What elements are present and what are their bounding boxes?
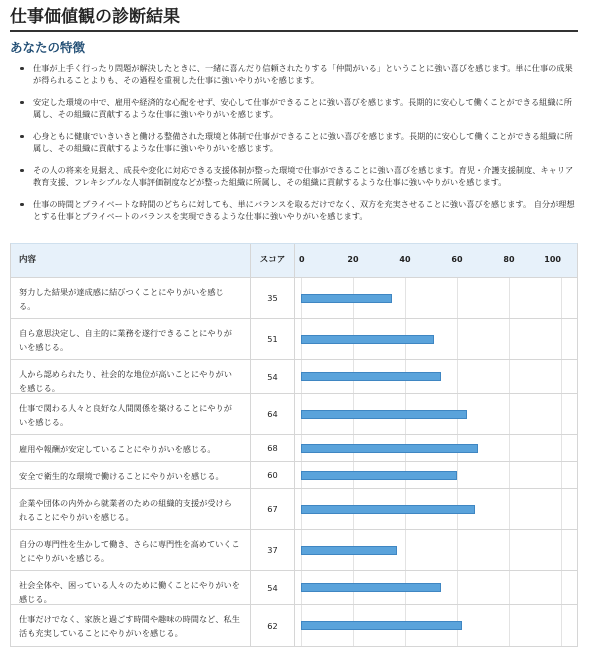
score-bar — [301, 546, 397, 555]
score-bar — [301, 410, 467, 419]
item-description: 人から認められたり、社会的な地位が高いことにやりがいを感じる。 — [19, 369, 232, 393]
gridline — [457, 462, 458, 488]
characteristic-item: 安定した環境の中で、雇用や経済的な心配をせず、安心して仕事ができることに強い喜びを感じます。長期的に安心して働くことができる組織に所属し、その組織に貢献するような仕事に強いやりがいを感じます。 — [20, 96, 578, 120]
x-tick-label: 80 — [503, 255, 515, 264]
characteristics-list — [20, 62, 578, 232]
gridline — [509, 278, 510, 318]
gridline — [457, 319, 458, 359]
item-description: 社会全体や、困っている人々のために働くことにやりがいを感じる。 — [19, 580, 240, 604]
gridline — [509, 394, 510, 434]
item-description: 自ら意思決定し、自主的に業務を遂行できることにやりがいを感じる。 — [19, 328, 232, 352]
characteristic-item: 仕事の時間とプライベートな時間のどちらに対しても、単にバランスを取るだけでなく、双方を充実させることに強い喜びを感じます。 自分が理想とする仕事とプライベートのバランスを実現できるような仕事に強いやりがいを感じます。 — [20, 198, 578, 222]
gridline — [561, 530, 562, 570]
gridline — [509, 462, 510, 488]
gridline — [561, 278, 562, 318]
gridline — [405, 530, 406, 570]
item-score: 54 — [250, 571, 295, 604]
gridline — [457, 571, 458, 604]
x-tick-label: 20 — [347, 255, 359, 264]
bar-cell — [295, 530, 577, 570]
gridline — [561, 462, 562, 488]
chart-axis — [295, 244, 577, 277]
header-content: 内容 — [19, 255, 37, 265]
score-bar — [301, 294, 392, 303]
item-description: 企業や団体の内外から就業者のための組織的支援が受けられることにやりがいを感じる。 — [19, 498, 232, 522]
x-tick-label: 40 — [399, 255, 411, 264]
gridline — [561, 489, 562, 529]
section-heading: あなたの特徴 — [10, 40, 86, 55]
score-bar — [301, 583, 441, 592]
item-description: 仕事だけでなく、家族と過ごす時間や趣味の時間など、私生活も充実していることにやりがいを感じる。 — [19, 614, 240, 638]
gridline — [509, 360, 510, 393]
gridline — [457, 360, 458, 393]
gridline — [561, 319, 562, 359]
table-row — [11, 360, 577, 394]
table-header — [11, 244, 577, 278]
item-description: 自分の専門性を生かして働き、さらに専門性を高めていくことにやりがいを感じる。 — [19, 539, 240, 563]
table-row — [11, 435, 577, 462]
gridline — [509, 435, 510, 461]
table-row — [11, 319, 577, 360]
gridline — [509, 489, 510, 529]
gridline — [509, 571, 510, 604]
item-score: 62 — [250, 605, 295, 646]
gridline — [561, 571, 562, 604]
gridline — [509, 605, 510, 646]
table-row — [11, 530, 577, 571]
item-score: 35 — [250, 278, 295, 318]
table-row — [11, 489, 577, 530]
bar-cell — [295, 278, 577, 318]
item-description: 仕事で関わる人々と良好な人間関係を築けることにやりがいを感じる。 — [19, 403, 232, 427]
bar-cell — [295, 571, 577, 604]
gridline — [457, 530, 458, 570]
score-bar — [301, 505, 475, 514]
gridline — [457, 278, 458, 318]
item-score: 60 — [250, 462, 295, 488]
score-bar — [301, 444, 478, 453]
characteristic-item: 仕事が上手く行ったり問題が解決したときに、一緒に喜んだり信頼されたりする「仲間がいる」ということに強い喜びを感じます。単に仕事の成果が得られることよりも、その過程を重視した仕事に強いやりがいを感じます。 — [20, 62, 578, 86]
item-score: 64 — [250, 394, 295, 434]
bar-cell — [295, 360, 577, 393]
table-body — [11, 278, 577, 646]
table-row — [11, 605, 577, 646]
table-row — [11, 462, 577, 489]
score-table — [10, 243, 578, 647]
score-bar — [301, 471, 457, 480]
gridline — [509, 319, 510, 359]
bar-cell — [295, 489, 577, 529]
characteristic-item: その人の将来を見据え、成長や変化に対応できる支援体制が整った環境で仕事ができることに強い喜びを感じます。育児・介護支援制度、キャリア教育支援、フレキシブルな人事評価制度などが整った組織に所属し、その組織に貢献するような仕事に強いやりがいを感じます。 — [20, 164, 578, 188]
item-score: 67 — [250, 489, 295, 529]
item-score: 37 — [250, 530, 295, 570]
table-row — [11, 278, 577, 319]
bar-cell — [295, 435, 577, 461]
bar-cell — [295, 605, 577, 646]
gridline — [561, 435, 562, 461]
page-title: 仕事価値観の診断結果 — [10, 4, 578, 32]
table-row — [11, 394, 577, 435]
score-bar — [301, 335, 434, 344]
bar-cell — [295, 462, 577, 488]
item-score: 68 — [250, 435, 295, 461]
score-bar — [301, 372, 441, 381]
x-tick-label: 0 — [299, 255, 305, 264]
gridline — [561, 360, 562, 393]
gridline — [509, 530, 510, 570]
gridline — [561, 605, 562, 646]
item-description: 雇用や報酬が安定していることにやりがいを感じる。 — [19, 444, 216, 454]
header-score: スコア — [250, 244, 295, 277]
gridline — [561, 394, 562, 434]
table-row — [11, 571, 577, 605]
bar-cell — [295, 319, 577, 359]
item-description: 安全で衛生的な環境で働けることにやりがいを感じる。 — [19, 471, 224, 481]
item-score: 51 — [250, 319, 295, 359]
x-tick-label: 60 — [451, 255, 463, 264]
item-description: 努力した結果が達成感に結びつくことにやりがいを感じる。 — [19, 287, 224, 311]
bar-cell — [295, 394, 577, 434]
gridline — [405, 278, 406, 318]
x-tick-label: 100 — [544, 255, 561, 264]
characteristic-item: 心身ともに健康でいきいきと働ける整備された環境と体制で仕事ができることに強い喜びを感じます。長期的に安心して働くことができる組織に所属し、その組織に貢献するような仕事に強いやりがいを感じます。 — [20, 130, 578, 154]
score-bar — [301, 621, 462, 630]
item-score: 54 — [250, 360, 295, 393]
